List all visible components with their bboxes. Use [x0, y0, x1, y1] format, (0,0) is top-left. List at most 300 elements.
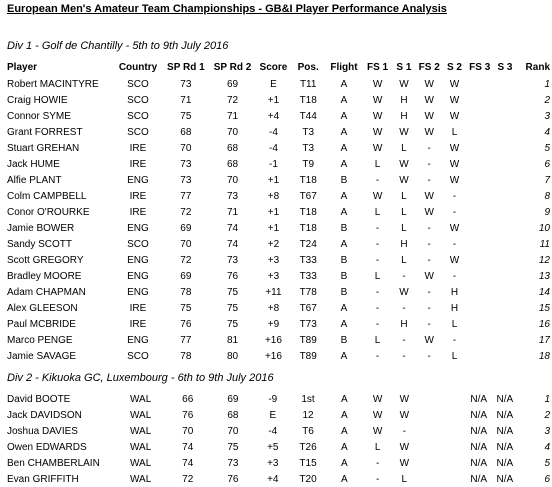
table-cell: Owen EDWARDS — [7, 441, 87, 453]
table-cell: +2 — [267, 238, 280, 250]
table-cell: A — [341, 425, 348, 437]
table-cell: L — [374, 270, 381, 282]
table-row — [6, 92, 552, 108]
table-cell: A — [340, 158, 348, 170]
table-cell: T9 — [302, 158, 315, 170]
table-row — [6, 172, 552, 188]
table-cell: - — [375, 473, 380, 485]
column-header: Pos. — [297, 61, 319, 73]
table-cell: B — [340, 286, 348, 298]
table-cell: T33 — [299, 254, 317, 266]
table-cell: W — [372, 409, 383, 421]
table-cell: A — [340, 78, 348, 90]
table-cell: 8 — [544, 190, 550, 202]
table-cell: 77 — [180, 190, 192, 202]
table-cell — [466, 268, 494, 284]
table-cell — [442, 391, 465, 407]
table-cell: A — [340, 94, 348, 106]
table-cell — [494, 172, 517, 188]
table-cell: A — [340, 318, 348, 330]
table-cell: - — [402, 425, 406, 437]
table-cell: - — [402, 302, 406, 314]
table-cell: - — [427, 158, 431, 170]
table-cell — [416, 471, 442, 487]
table-cell: W — [424, 190, 434, 202]
table-cell: 73 — [180, 158, 192, 170]
table-cell: W — [372, 393, 383, 405]
table-cell: T20 — [299, 473, 317, 485]
table-cell — [466, 92, 494, 108]
table-row — [6, 236, 552, 252]
table-cell — [466, 300, 494, 316]
table-cell: 12 — [302, 409, 314, 421]
table-cell: A — [341, 393, 348, 405]
table-cell: 75 — [180, 302, 192, 314]
table-cell: 70 — [226, 174, 239, 186]
table-cell: 74 — [182, 457, 194, 469]
table-cell — [494, 252, 517, 268]
table-cell — [494, 300, 517, 316]
table-row — [6, 220, 552, 236]
table-row — [6, 188, 552, 204]
table-cell: -4 — [268, 425, 278, 437]
table-cell: 18 — [538, 350, 550, 362]
table-cell: L — [451, 126, 458, 138]
table-cell: - — [427, 222, 431, 234]
table-cell: H — [400, 318, 408, 330]
table-cell: IRE — [129, 190, 147, 202]
table-cell: W — [449, 78, 460, 90]
table-cell: 14 — [538, 286, 550, 298]
table-cell: N/A — [470, 425, 488, 437]
table-cell: IRE — [129, 206, 147, 218]
table-cell — [466, 220, 494, 236]
table-cell: W — [424, 334, 434, 346]
table-cell: N/A — [496, 393, 514, 405]
table-cell: IRE — [129, 318, 147, 330]
table-cell: 76 — [182, 409, 194, 421]
table-cell — [494, 316, 517, 332]
div1-header-row — [6, 58, 552, 76]
table-cell — [466, 124, 494, 140]
table-cell: SCO — [127, 126, 149, 138]
table-cell: N/A — [470, 457, 488, 469]
table-cell: SCO — [127, 350, 149, 362]
table-cell: N/A — [470, 473, 488, 485]
column-header: S 1 — [396, 61, 412, 73]
table-cell: N/A — [496, 473, 514, 485]
table-cell: 69 — [180, 222, 192, 234]
table-cell: SCO — [127, 94, 149, 106]
div1-body — [6, 76, 552, 364]
table-cell — [416, 423, 442, 439]
table-cell: B — [340, 174, 348, 186]
table-cell: - — [402, 334, 406, 346]
column-header: Rank — [525, 61, 550, 73]
table-cell: W — [372, 78, 383, 90]
table-cell: - — [402, 350, 406, 362]
table-cell: +3 — [267, 270, 280, 282]
table-cell: - — [452, 238, 457, 250]
table-cell: T6 — [302, 425, 314, 437]
column-header: Country — [118, 61, 158, 73]
table-cell: H — [450, 302, 459, 314]
table-cell: Jack DAVIDSON — [7, 409, 82, 421]
table-row — [6, 332, 552, 348]
table-cell: L — [374, 441, 381, 453]
table-row — [6, 348, 552, 364]
div1-table — [6, 58, 552, 364]
table-row — [6, 316, 552, 332]
table-cell: 81 — [226, 334, 239, 346]
table-cell: W — [399, 286, 409, 298]
table-cell: 68 — [227, 409, 239, 421]
table-row — [6, 124, 552, 140]
table-cell — [494, 348, 517, 364]
table-cell: T26 — [299, 441, 317, 453]
table-cell: +8 — [267, 302, 280, 314]
table-cell: WAL — [129, 457, 152, 469]
table-row — [6, 140, 552, 156]
table-cell — [494, 76, 517, 92]
table-cell — [494, 92, 517, 108]
table-cell: L — [374, 334, 381, 346]
table-cell: B — [340, 222, 348, 234]
table-cell: W — [424, 94, 434, 106]
table-cell: N/A — [470, 393, 488, 405]
table-cell: SCO — [127, 110, 149, 122]
table-cell: +5 — [267, 441, 279, 453]
table-cell: - — [375, 457, 380, 469]
table-cell: A — [341, 457, 348, 469]
table-cell: N/A — [496, 457, 514, 469]
table-cell — [494, 108, 517, 124]
table-cell: 75 — [227, 441, 239, 453]
table-cell: - — [375, 318, 380, 330]
column-header: FS 2 — [418, 61, 440, 73]
table-cell: T18 — [299, 222, 317, 234]
table-cell: 76 — [227, 473, 239, 485]
table-cell: 77 — [180, 334, 192, 346]
table-cell: 1 — [544, 393, 550, 405]
table-row — [6, 423, 552, 439]
table-cell: A — [341, 473, 348, 485]
table-cell: T15 — [299, 457, 317, 469]
table-cell: 68 — [226, 142, 239, 154]
table-cell: 3 — [544, 425, 550, 437]
table-cell — [494, 236, 517, 252]
table-cell: 6 — [544, 473, 550, 485]
div2-title: Div 2 - Kikuoka GC, Luxembourg - 6th to 9th July 2016 — [7, 372, 274, 384]
table-cell: H — [400, 238, 408, 250]
table-cell: N/A — [496, 441, 514, 453]
table-cell: 72 — [182, 473, 194, 485]
table-cell: W — [449, 110, 460, 122]
table-cell: +4 — [267, 110, 280, 122]
table-cell — [494, 156, 517, 172]
table-cell: W — [449, 222, 460, 234]
table-cell — [442, 439, 465, 455]
table-cell: L — [374, 158, 381, 170]
table-row — [6, 156, 552, 172]
table-cell: Paul MCBRIDE — [7, 318, 76, 330]
table-row — [6, 204, 552, 220]
column-header: SP Rd 2 — [213, 61, 252, 73]
table-cell: 70 — [180, 238, 192, 250]
table-cell: Marco PENGE — [7, 334, 73, 346]
table-cell: A — [341, 441, 348, 453]
table-cell: 73 — [226, 254, 239, 266]
table-cell: W — [449, 254, 460, 266]
table-cell: 9 — [544, 206, 550, 218]
table-cell: A — [340, 350, 348, 362]
table-cell: T3 — [302, 126, 315, 138]
table-cell: W — [372, 190, 383, 202]
table-cell: 76 — [180, 318, 192, 330]
table-cell — [466, 236, 494, 252]
column-header: Flight — [330, 61, 358, 73]
table-cell: L — [401, 254, 407, 266]
column-header: S 2 — [446, 61, 462, 73]
table-cell: 4 — [544, 441, 550, 453]
table-cell: T67 — [299, 302, 317, 314]
table-cell: W — [372, 110, 383, 122]
table-cell: - — [375, 238, 380, 250]
table-cell: - — [427, 254, 431, 266]
table-cell: - — [427, 350, 431, 362]
table-cell: Grant FORREST — [7, 126, 83, 138]
table-cell: T67 — [299, 190, 317, 202]
table-cell: 72 — [226, 94, 239, 106]
table-cell: 66 — [182, 393, 194, 405]
table-cell — [466, 252, 494, 268]
table-cell: SCO — [127, 78, 149, 90]
table-cell: W — [399, 78, 409, 90]
table-cell: ENG — [127, 334, 149, 346]
table-cell: W — [399, 457, 410, 469]
table-cell: Alfie PLANT — [7, 174, 62, 186]
table-cell: 72 — [180, 254, 192, 266]
table-cell: -4 — [268, 126, 278, 138]
table-cell: 69 — [226, 78, 239, 90]
table-cell: T89 — [299, 350, 317, 362]
column-header: FS 1 — [366, 61, 389, 73]
div2-body — [6, 391, 552, 487]
table-cell: 3 — [544, 110, 550, 122]
table-cell: B — [340, 334, 348, 346]
table-cell: N/A — [496, 409, 514, 421]
table-cell: 70 — [226, 126, 239, 138]
table-cell: H — [450, 286, 459, 298]
column-header: FS 3 — [469, 61, 491, 73]
table-cell: 75 — [226, 318, 239, 330]
table-cell: 16 — [538, 318, 550, 330]
table-row — [6, 284, 552, 300]
table-cell: - — [427, 286, 431, 298]
table-cell: 11 — [539, 238, 550, 250]
table-cell: +8 — [267, 190, 280, 202]
table-cell: A — [341, 409, 348, 421]
table-cell: ENG — [127, 222, 149, 234]
table-cell: 71 — [180, 94, 192, 106]
table-cell: N/A — [470, 409, 488, 421]
table-cell — [466, 140, 494, 156]
table-cell: - — [375, 302, 380, 314]
table-row — [6, 268, 552, 284]
table-cell: -4 — [268, 142, 278, 154]
table-cell: ENG — [127, 174, 149, 186]
table-cell: 68 — [180, 126, 192, 138]
table-cell: 69 — [180, 270, 192, 282]
table-cell — [466, 172, 494, 188]
table-cell: +16 — [264, 334, 282, 346]
table-cell: +1 — [267, 94, 280, 106]
table-cell: ENG — [127, 286, 149, 298]
table-cell: T18 — [299, 174, 317, 186]
table-cell — [466, 108, 494, 124]
table-cell: ENG — [127, 254, 149, 266]
column-header: SP Rd 1 — [167, 61, 205, 73]
table-cell: 73 — [226, 190, 239, 202]
table-cell: W — [424, 110, 434, 122]
table-cell — [442, 423, 465, 439]
table-cell — [494, 284, 517, 300]
table-cell: A — [340, 126, 348, 138]
table-cell: 10 — [538, 222, 550, 234]
table-cell: - — [402, 270, 406, 282]
table-cell: Robert MACINTYRE — [7, 78, 99, 90]
table-cell: 74 — [182, 441, 194, 453]
table-cell: +11 — [265, 286, 282, 298]
table-cell: - — [427, 238, 431, 250]
table-row — [6, 391, 552, 407]
table-cell: W — [372, 425, 383, 437]
table-row — [6, 471, 552, 487]
table-cell — [442, 455, 465, 471]
page-title: European Men's Amateur Team Championships - GB&I Player Performance Analysis — [7, 3, 447, 15]
table-cell: 7 — [544, 174, 550, 186]
table-cell: 74 — [226, 222, 239, 234]
table-cell: 70 — [227, 425, 239, 437]
table-cell: Jamie SAVAGE — [7, 350, 77, 362]
table-cell — [466, 156, 494, 172]
table-cell: T73 — [299, 318, 317, 330]
table-cell: Jamie BOWER — [7, 222, 75, 234]
table-cell — [466, 76, 494, 92]
table-cell: W — [399, 158, 409, 170]
table-cell — [416, 455, 442, 471]
table-cell: 69 — [227, 393, 239, 405]
table-cell: +1 — [267, 206, 280, 218]
table-cell: +4 — [267, 473, 279, 485]
table-cell: L — [401, 206, 407, 218]
table-cell: W — [449, 174, 460, 186]
table-cell: 72 — [180, 206, 192, 218]
table-cell: WAL — [129, 473, 152, 485]
table-cell — [494, 268, 517, 284]
table-cell: L — [451, 350, 458, 362]
table-cell: - — [375, 350, 380, 362]
table-cell: +1 — [267, 174, 280, 186]
column-header: Score — [259, 61, 288, 73]
table-cell: - — [452, 334, 457, 346]
table-cell: 70 — [182, 425, 194, 437]
table-cell: SCO — [127, 238, 149, 250]
table-cell: A — [340, 206, 348, 218]
table-cell — [494, 188, 517, 204]
table-cell: 68 — [226, 158, 239, 170]
table-cell: Craig HOWIE — [7, 94, 68, 106]
table-cell: 70 — [180, 142, 192, 154]
table-cell: Colm CAMPBELL — [7, 190, 87, 202]
table-cell: 80 — [226, 350, 239, 362]
table-cell: 6 — [544, 158, 550, 170]
table-cell: - — [375, 254, 380, 266]
table-cell: - — [375, 222, 380, 234]
table-cell: W — [449, 142, 460, 154]
table-cell: L — [374, 206, 381, 218]
column-header: Player — [7, 61, 38, 73]
table-cell: IRE — [129, 142, 147, 154]
table-cell: - — [375, 174, 380, 186]
table-cell: Alex GLEESON — [7, 302, 78, 314]
table-cell: 71 — [226, 206, 239, 218]
table-cell: 2 — [544, 409, 550, 421]
table-cell: ENG — [127, 270, 149, 282]
table-cell: T3 — [302, 142, 315, 154]
table-cell: +9 — [267, 318, 280, 330]
table-cell: H — [400, 110, 408, 122]
table-cell: 75 — [180, 110, 192, 122]
table-cell: T11 — [299, 78, 317, 90]
table-cell: B — [340, 254, 348, 266]
table-cell: W — [372, 142, 383, 154]
table-cell — [494, 140, 517, 156]
table-cell: 73 — [180, 78, 192, 90]
table-cell: IRE — [129, 158, 147, 170]
table-cell: 5 — [544, 142, 550, 154]
table-cell: 1st — [301, 393, 315, 405]
table-cell: E — [270, 78, 277, 90]
table-cell: L — [401, 142, 407, 154]
table-cell: 71 — [226, 110, 239, 122]
table-cell: - — [427, 302, 431, 314]
table-cell: W — [424, 78, 434, 90]
table-cell: 76 — [226, 270, 239, 282]
table-cell: A — [340, 142, 348, 154]
table-cell: 13 — [538, 270, 550, 282]
table-cell: A — [340, 238, 348, 250]
table-cell: +3 — [267, 457, 279, 469]
table-cell: T24 — [299, 238, 317, 250]
table-cell: N/A — [470, 441, 488, 453]
table-cell: David BOOTE — [7, 393, 71, 405]
table-cell: Evan GRIFFITH — [7, 473, 79, 485]
table-cell: -9 — [268, 393, 278, 405]
table-cell: W — [372, 126, 383, 138]
table-row — [6, 252, 552, 268]
table-cell: - — [452, 270, 457, 282]
table-cell: N/A — [496, 425, 514, 437]
table-row — [6, 76, 552, 92]
table-cell: IRE — [129, 302, 147, 314]
table-cell: 15 — [538, 302, 550, 314]
table-cell: W — [449, 158, 460, 170]
table-cell: T18 — [299, 94, 317, 106]
table-cell: WAL — [129, 425, 152, 437]
table-cell — [416, 391, 442, 407]
table-row — [6, 455, 552, 471]
